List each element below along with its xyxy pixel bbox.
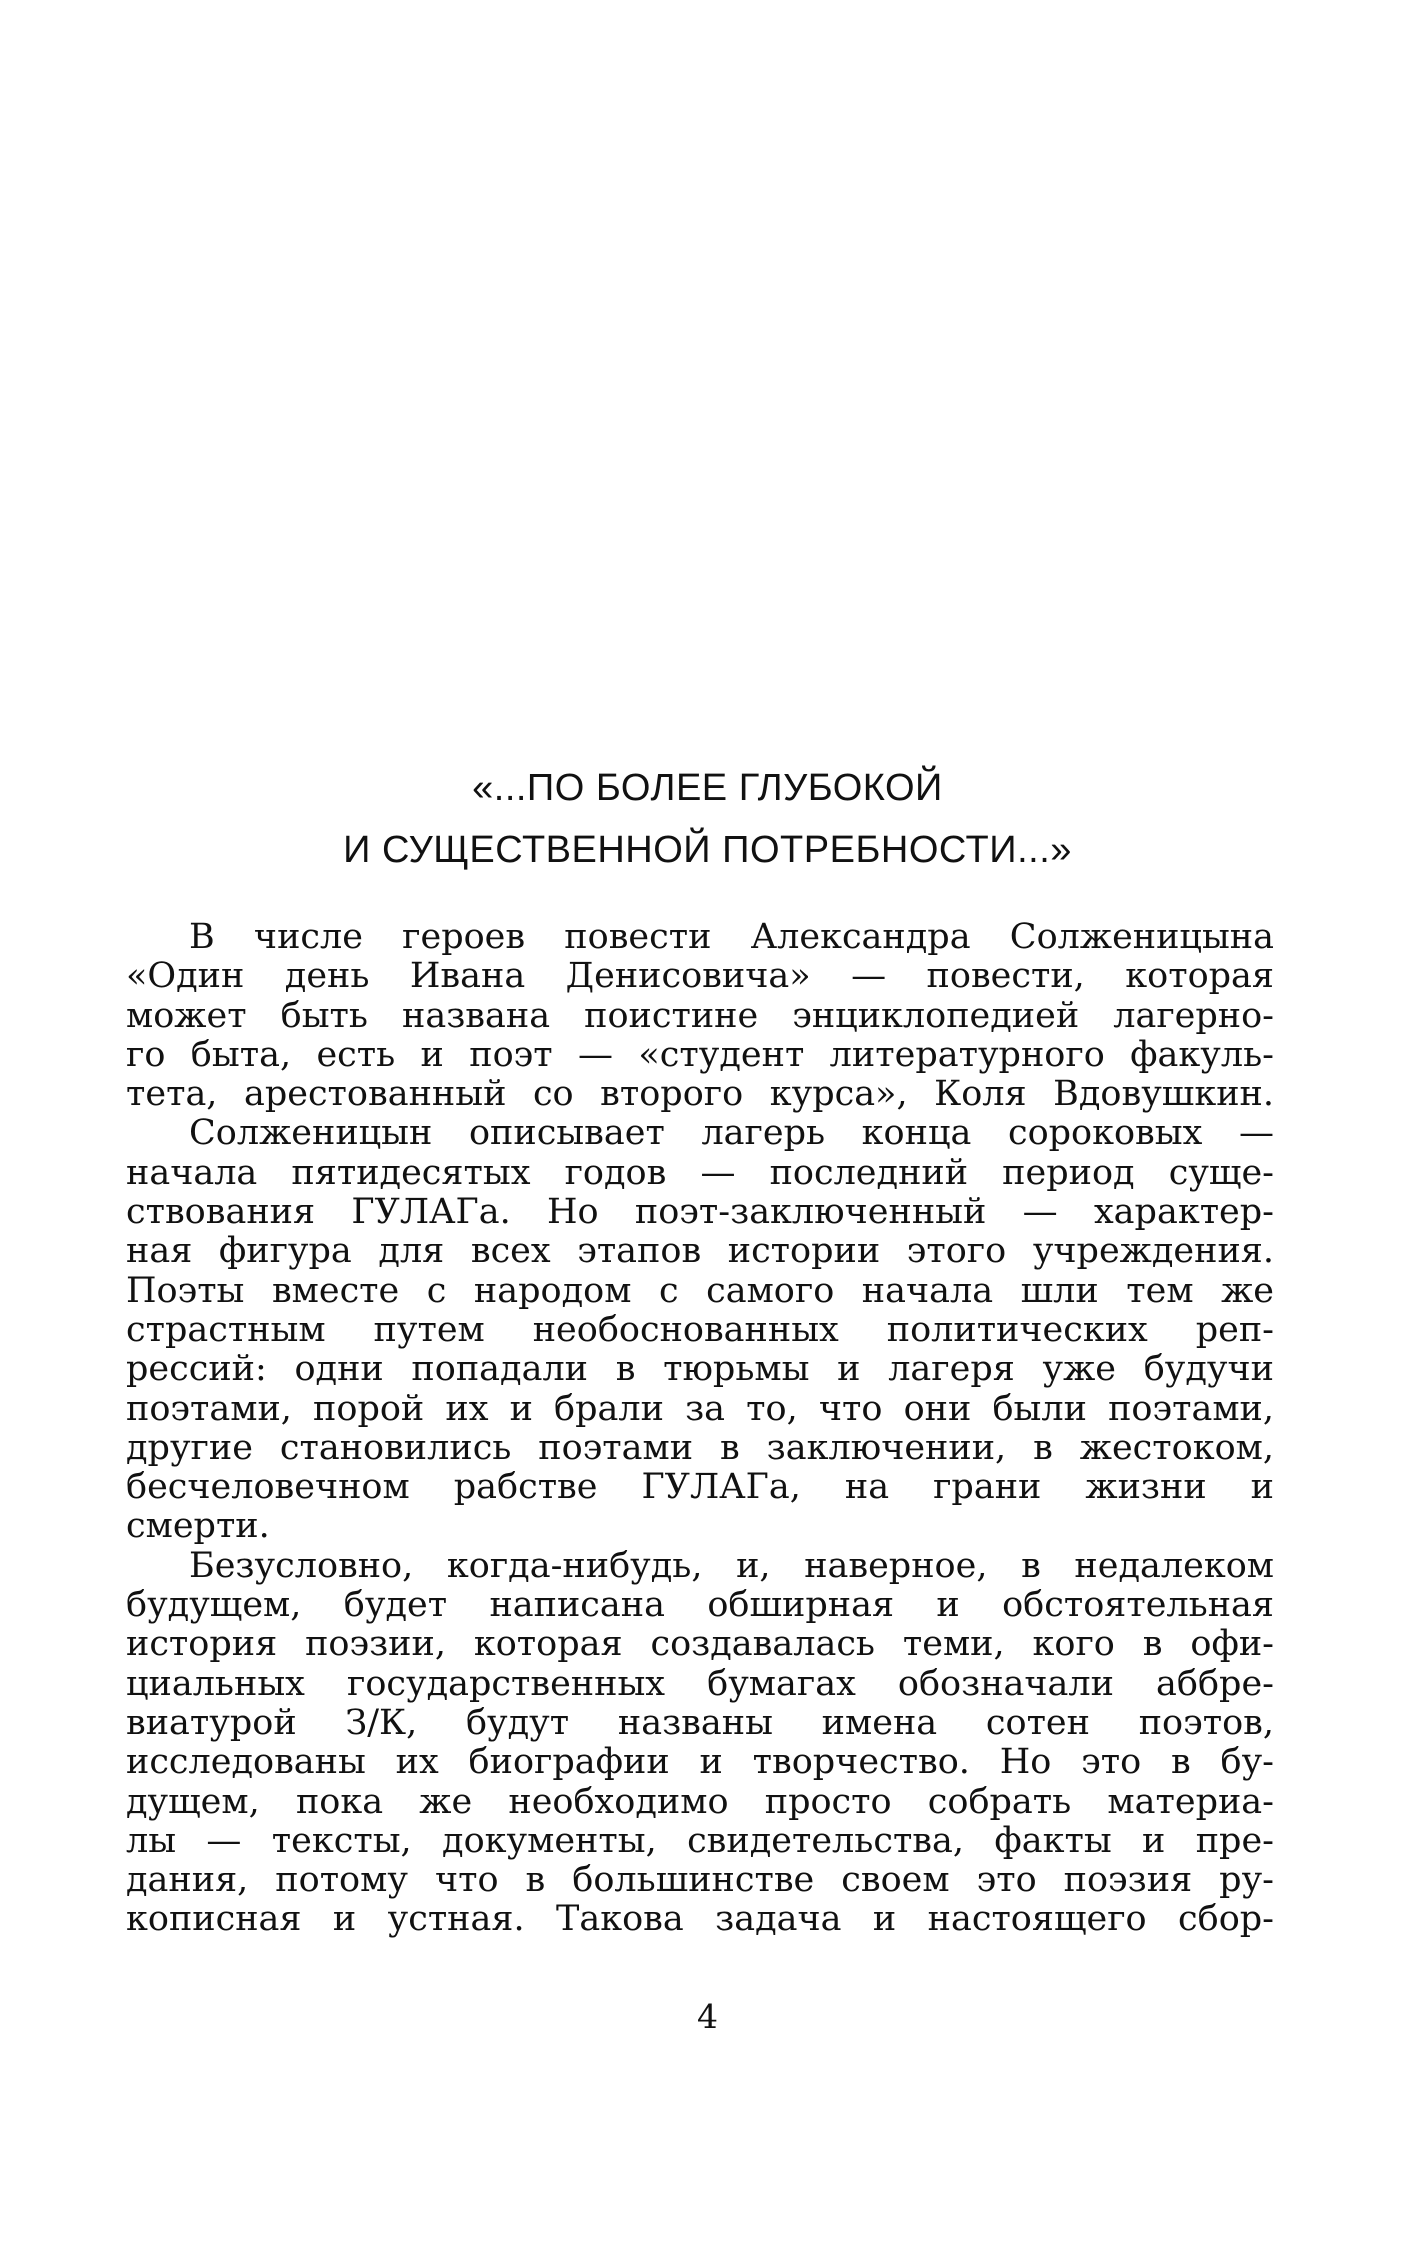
paragraph-1	[126, 918, 1274, 1114]
text-line: тета, арестованный со второго курса», Коля Вдовушкин.	[126, 1075, 1274, 1115]
paragraph-3	[126, 1547, 1274, 1940]
text-line: ствования ГУЛАГа. Но поэт-заключенный — характер-	[126, 1193, 1274, 1233]
text-line: виатурой З/К, будут названы имена сотен поэтов,	[126, 1703, 1274, 1743]
text-line: может быть названа поистине энциклопедией лагерно-	[126, 996, 1274, 1036]
text-line: «Один день Ивана Денисовича» — повести, которая	[126, 957, 1274, 997]
text-line: Солженицын описывает лагерь конца сороковых —	[189, 1114, 1274, 1154]
text-line: поэтами, порой их и брали за то, что они были поэтами,	[126, 1389, 1274, 1429]
text-line: смерти.	[126, 1507, 270, 1547]
text-line: будущем, будет написана обширная и обстоятельная	[126, 1586, 1274, 1626]
chapter-heading-line-2: И СУЩЕСТВЕННОЙ ПОТРЕБНОСТИ...»	[343, 829, 1072, 871]
text-line: ная фигура для всех этапов истории этого учреждения.	[126, 1232, 1274, 1272]
text-line: рессий: одни попадали в тюрьмы и лагеря уже будучи	[126, 1350, 1274, 1390]
text-line: циальных государственных бумагах обозначали аббре-	[126, 1664, 1274, 1704]
text-line: исследованы их биографии и творчество. Но это в бу-	[126, 1743, 1274, 1783]
text-line: страстным путем необоснованных политических реп-	[126, 1310, 1274, 1350]
page-number: 4	[697, 1997, 718, 2036]
text-line: начала пятидесятых годов — последний период суще-	[126, 1153, 1274, 1193]
text-line: бесчеловечном рабстве ГУЛАГа, на грани жизни и	[126, 1468, 1274, 1508]
text-line: дания, потому что в большинстве своем это поэзия ру-	[126, 1861, 1274, 1901]
text-line: кописная и устная. Такова задача и настоящего сбор-	[126, 1900, 1274, 1940]
text-line: Безусловно, когда-нибудь, и, наверное, в недалеком	[189, 1546, 1274, 1586]
body-text	[126, 918, 1274, 1940]
text-line: дущем, пока же необходимо просто собрать материа-	[126, 1782, 1274, 1822]
text-line: лы — тексты, документы, свидетельства, факты и пре-	[126, 1821, 1274, 1861]
text-line: история поэзии, которая создавалась теми, кого в офи-	[126, 1625, 1274, 1665]
chapter-heading	[0, 757, 1415, 881]
text-line: Поэты вместе с народом с самого начала шли тем же	[126, 1271, 1274, 1311]
text-line: другие становились поэтами в заключении, в жестоком,	[126, 1428, 1274, 1468]
text-line: го быта, есть и поэт — «студент литературного факуль-	[126, 1035, 1274, 1075]
chapter-heading-line-1: «...ПО БОЛЕЕ ГЛУБОКОЙ	[472, 767, 943, 809]
text-line: В числе героев повести Александра Солженицына	[189, 918, 1274, 957]
paragraph-2	[126, 1114, 1274, 1546]
